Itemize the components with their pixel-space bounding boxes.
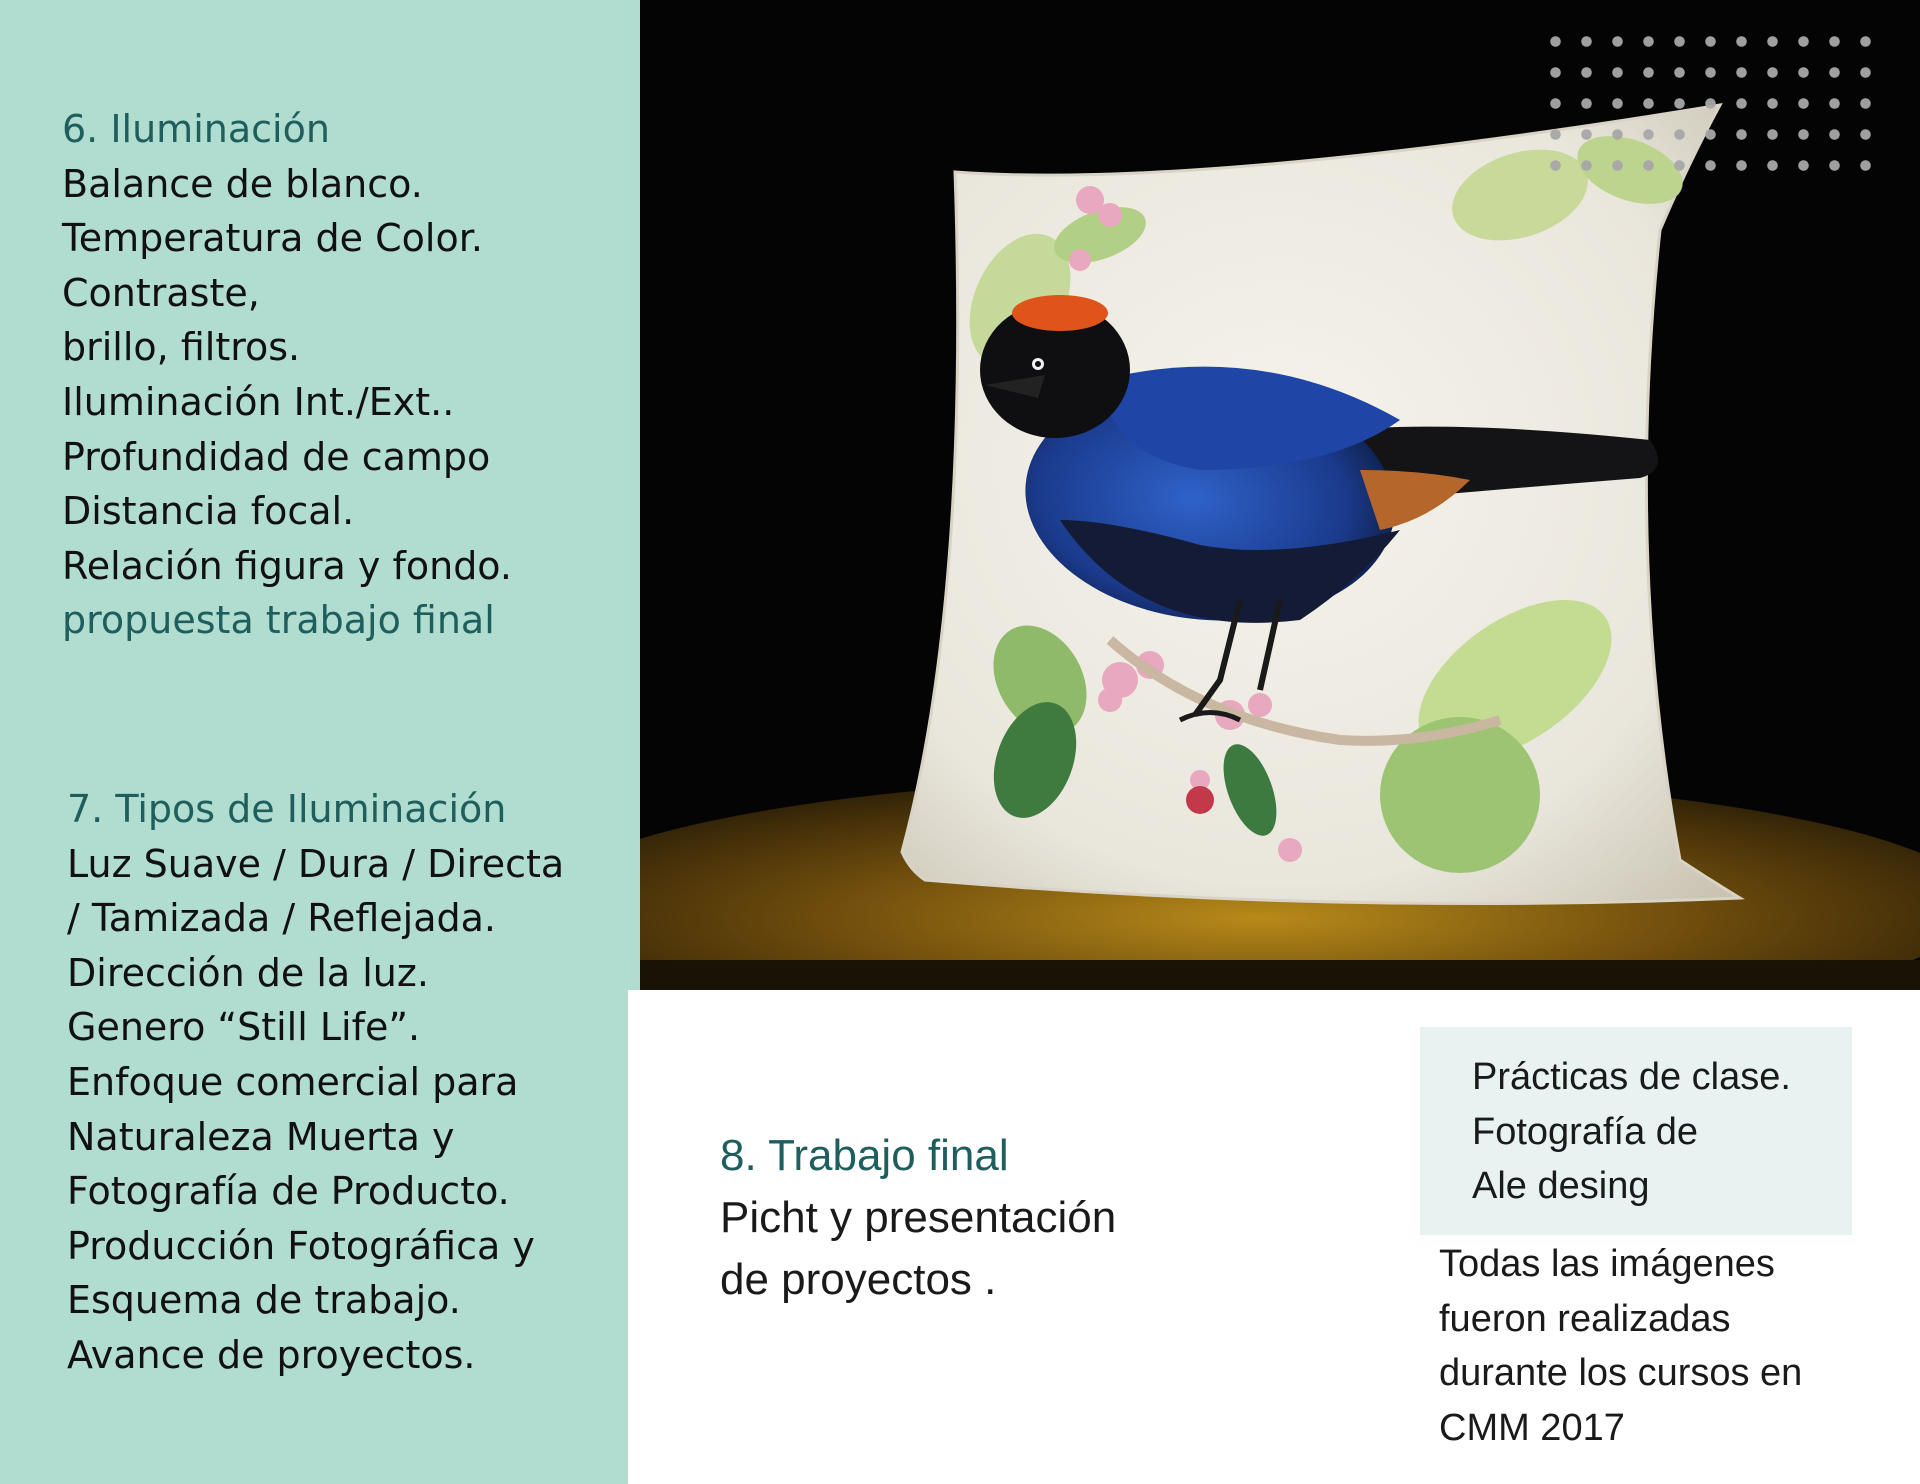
section-6-item: Temperatura de Color. xyxy=(62,216,483,261)
section-8-item: de proyectos . xyxy=(720,1255,997,1304)
credit-line: Fotografía de xyxy=(1472,1110,1699,1153)
section-6-item: Relación figura y fondo. xyxy=(62,543,512,588)
section-7-item: Genero “Still Life”. xyxy=(67,1005,421,1050)
section-6-item: Balance de blanco. xyxy=(62,161,423,206)
section-7-item: Producción Fotográfica y xyxy=(67,1223,535,1268)
images-note xyxy=(1439,1237,1802,1455)
dot-pattern xyxy=(1540,26,1880,186)
section-7-item: Esquema de trabajo. xyxy=(67,1278,461,1323)
section-6-heading: 6. Iluminación xyxy=(62,107,330,151)
section-7-heading: 7. Tipos de Iluminación xyxy=(67,787,507,831)
credit-box xyxy=(1420,1027,1852,1235)
note-line: fueron realizadas xyxy=(1439,1297,1731,1340)
section-6-item: Profundidad de campo xyxy=(62,434,491,479)
section-6-item: brillo, filtros. xyxy=(62,325,301,370)
section-7-item: Fotografía de Producto. xyxy=(67,1169,510,1214)
section-8-heading: 8. Trabajo final xyxy=(720,1131,1009,1180)
section-7-item: Enfoque comercial para xyxy=(67,1059,519,1104)
note-line: CMM 2017 xyxy=(1439,1406,1625,1449)
section-8-item: Picht y presentación xyxy=(720,1193,1117,1242)
credit-line: Prácticas de clase. xyxy=(1472,1056,1791,1098)
section-7-item: Dirección de la luz. xyxy=(67,950,429,995)
note-line: durante los cursos en xyxy=(1439,1352,1803,1395)
panel-notch xyxy=(628,990,640,1484)
section-iluminacion xyxy=(62,102,512,648)
section-6-accent: propuesta trabajo final xyxy=(62,598,495,643)
section-6-item: Distancia focal. xyxy=(62,489,355,534)
section-6-item: Iluminación Int./Ext.. xyxy=(62,379,455,424)
section-trabajo-final xyxy=(720,1125,1116,1311)
credit-line: Ale desing xyxy=(1472,1165,1650,1207)
section-7-item: Luz Suave / Dura / Directa xyxy=(67,841,565,886)
note-line: Todas las imágenes xyxy=(1439,1243,1775,1285)
section-6-item: Contraste, xyxy=(62,270,260,315)
section-7-item: Avance de proyectos. xyxy=(67,1332,476,1377)
section-7-item: Naturaleza Muerta y xyxy=(67,1114,455,1159)
section-tipos-iluminacion xyxy=(67,782,564,1383)
section-7-item: / Tamizada / Reflejada. xyxy=(67,896,496,941)
